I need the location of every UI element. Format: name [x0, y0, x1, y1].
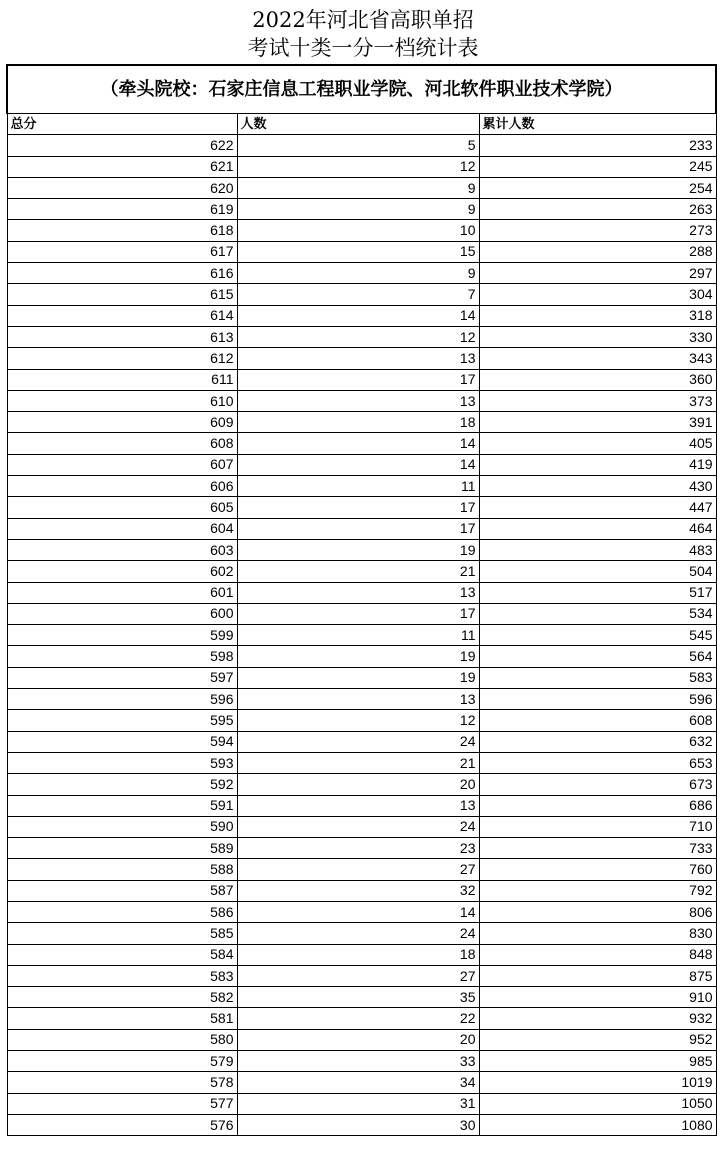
table-row — [7, 646, 716, 667]
lead-schools-subtitle: （牵头院校：石家庄信息工程职业学院、河北软件职业技术学院） — [7, 65, 716, 114]
cumulative-cell: 673 — [479, 774, 716, 795]
cumulative-cell: 985 — [479, 1051, 716, 1072]
score-cell: 598 — [7, 646, 237, 667]
table-row — [7, 625, 716, 646]
table-row — [7, 838, 716, 859]
score-cell: 615 — [7, 284, 237, 305]
score-cell: 578 — [7, 1072, 237, 1093]
score-cell: 618 — [7, 220, 237, 241]
table-row — [7, 518, 716, 539]
count-cell: 18 — [237, 412, 479, 433]
count-cell: 34 — [237, 1072, 479, 1093]
count-cell: 7 — [237, 284, 479, 305]
score-cell: 606 — [7, 476, 237, 497]
cumulative-cell: 464 — [479, 518, 716, 539]
score-table — [6, 64, 717, 1136]
header-total-score: 总分 — [7, 114, 237, 135]
table-row — [7, 1051, 716, 1072]
table-row — [7, 901, 716, 922]
table-row — [7, 263, 716, 284]
score-cell: 583 — [7, 965, 237, 986]
count-cell: 17 — [237, 518, 479, 539]
table-row — [7, 284, 716, 305]
cumulative-cell: 760 — [479, 859, 716, 880]
count-cell: 22 — [237, 1008, 479, 1029]
table-row — [7, 689, 716, 710]
table-row — [7, 454, 716, 475]
count-cell: 13 — [237, 689, 479, 710]
count-cell: 30 — [237, 1114, 479, 1135]
table-row — [7, 880, 716, 901]
table-row — [7, 965, 716, 986]
count-cell: 32 — [237, 880, 479, 901]
count-cell: 17 — [237, 497, 479, 518]
cumulative-cell: 792 — [479, 880, 716, 901]
table-row — [7, 412, 716, 433]
score-cell: 605 — [7, 497, 237, 518]
count-cell: 24 — [237, 731, 479, 752]
header-cumulative-count: 累计人数 — [479, 114, 716, 135]
score-cell: 607 — [7, 454, 237, 475]
cumulative-cell: 534 — [479, 603, 716, 624]
table-row — [7, 1008, 716, 1029]
score-cell: 586 — [7, 901, 237, 922]
score-cell: 619 — [7, 199, 237, 220]
score-cell: 597 — [7, 667, 237, 688]
score-cell: 576 — [7, 1114, 237, 1135]
count-cell: 9 — [237, 263, 479, 284]
score-cell: 596 — [7, 689, 237, 710]
count-cell: 21 — [237, 561, 479, 582]
table-row — [7, 987, 716, 1008]
score-cell: 608 — [7, 433, 237, 454]
count-cell: 12 — [237, 710, 479, 731]
score-cell: 594 — [7, 731, 237, 752]
score-cell: 593 — [7, 752, 237, 773]
count-cell: 9 — [237, 199, 479, 220]
score-cell: 610 — [7, 390, 237, 411]
cumulative-cell: 430 — [479, 476, 716, 497]
cumulative-cell: 608 — [479, 710, 716, 731]
score-cell: 580 — [7, 1029, 237, 1050]
score-cell: 582 — [7, 987, 237, 1008]
count-cell: 13 — [237, 582, 479, 603]
table-row — [7, 816, 716, 837]
header-row — [7, 114, 716, 135]
cumulative-cell: 360 — [479, 369, 716, 390]
cumulative-cell: 297 — [479, 263, 716, 284]
score-cell: 592 — [7, 774, 237, 795]
score-cell: 599 — [7, 625, 237, 646]
count-cell: 33 — [237, 1051, 479, 1072]
count-cell: 12 — [237, 326, 479, 347]
subtitle-row — [7, 65, 716, 114]
cumulative-cell: 419 — [479, 454, 716, 475]
cumulative-cell: 653 — [479, 752, 716, 773]
table-row — [7, 923, 716, 944]
count-cell: 27 — [237, 859, 479, 880]
title-line-2: 考试十类一分一档统计表 — [247, 36, 479, 60]
table-row — [7, 667, 716, 688]
cumulative-cell: 405 — [479, 433, 716, 454]
count-cell: 21 — [237, 752, 479, 773]
cumulative-cell: 288 — [479, 241, 716, 262]
score-cell: 591 — [7, 795, 237, 816]
table-row — [7, 177, 716, 198]
table-row — [7, 348, 716, 369]
table-row — [7, 433, 716, 454]
cumulative-cell: 848 — [479, 944, 716, 965]
table-row — [7, 731, 716, 752]
table-row — [7, 859, 716, 880]
count-cell: 14 — [237, 454, 479, 475]
cumulative-cell: 564 — [479, 646, 716, 667]
table-row — [7, 1072, 716, 1093]
score-cell: 585 — [7, 923, 237, 944]
score-cell: 614 — [7, 305, 237, 326]
table-row — [7, 220, 716, 241]
cumulative-cell: 1050 — [479, 1093, 716, 1114]
cumulative-cell: 952 — [479, 1029, 716, 1050]
table-row — [7, 241, 716, 262]
count-cell: 13 — [237, 348, 479, 369]
table-row — [7, 305, 716, 326]
count-cell: 11 — [237, 476, 479, 497]
cumulative-cell: 1080 — [479, 1114, 716, 1135]
count-cell: 11 — [237, 625, 479, 646]
score-cell: 617 — [7, 241, 237, 262]
score-cell: 616 — [7, 263, 237, 284]
cumulative-cell: 318 — [479, 305, 716, 326]
score-cell: 613 — [7, 326, 237, 347]
score-cell: 600 — [7, 603, 237, 624]
table-row — [7, 774, 716, 795]
count-cell: 24 — [237, 816, 479, 837]
score-cell: 611 — [7, 369, 237, 390]
cumulative-cell: 686 — [479, 795, 716, 816]
count-cell: 19 — [237, 539, 479, 560]
count-cell: 20 — [237, 774, 479, 795]
score-cell: 609 — [7, 412, 237, 433]
cumulative-cell: 710 — [479, 816, 716, 837]
score-cell: 589 — [7, 838, 237, 859]
table-row — [7, 603, 716, 624]
count-cell: 17 — [237, 369, 479, 390]
table-row — [7, 135, 716, 156]
cumulative-cell: 447 — [479, 497, 716, 518]
score-cell: 577 — [7, 1093, 237, 1114]
cumulative-cell: 245 — [479, 156, 716, 177]
score-cell: 588 — [7, 859, 237, 880]
table-row — [7, 369, 716, 390]
count-cell: 24 — [237, 923, 479, 944]
cumulative-cell: 875 — [479, 965, 716, 986]
table-row — [7, 795, 716, 816]
table-row — [7, 156, 716, 177]
score-cell: 595 — [7, 710, 237, 731]
header-count: 人数 — [237, 114, 479, 135]
table-row — [7, 1114, 716, 1135]
table-row — [7, 1093, 716, 1114]
count-cell: 31 — [237, 1093, 479, 1114]
cumulative-cell: 583 — [479, 667, 716, 688]
cumulative-cell: 373 — [479, 390, 716, 411]
count-cell: 9 — [237, 177, 479, 198]
count-cell: 23 — [237, 838, 479, 859]
cumulative-cell: 932 — [479, 1008, 716, 1029]
table-row — [7, 390, 716, 411]
score-cell: 601 — [7, 582, 237, 603]
cumulative-cell: 806 — [479, 901, 716, 922]
score-cell: 603 — [7, 539, 237, 560]
table-row — [7, 561, 716, 582]
table-row — [7, 944, 716, 965]
cumulative-cell: 596 — [479, 689, 716, 710]
table-row — [7, 497, 716, 518]
score-cell: 590 — [7, 816, 237, 837]
count-cell: 19 — [237, 646, 479, 667]
cumulative-cell: 483 — [479, 539, 716, 560]
title-line-1: 2022年河北省高职单招 — [252, 8, 474, 32]
table-row — [7, 326, 716, 347]
cumulative-cell: 517 — [479, 582, 716, 603]
count-cell: 18 — [237, 944, 479, 965]
table-row — [7, 1029, 716, 1050]
table-row — [7, 539, 716, 560]
cumulative-cell: 254 — [479, 177, 716, 198]
count-cell: 27 — [237, 965, 479, 986]
count-cell: 10 — [237, 220, 479, 241]
table-row — [7, 582, 716, 603]
cumulative-cell: 545 — [479, 625, 716, 646]
score-cell: 581 — [7, 1008, 237, 1029]
cumulative-cell: 263 — [479, 199, 716, 220]
cumulative-cell: 304 — [479, 284, 716, 305]
count-cell: 17 — [237, 603, 479, 624]
table-row — [7, 710, 716, 731]
count-cell: 19 — [237, 667, 479, 688]
count-cell: 20 — [237, 1029, 479, 1050]
count-cell: 13 — [237, 795, 479, 816]
cumulative-cell: 632 — [479, 731, 716, 752]
count-cell: 15 — [237, 241, 479, 262]
score-cell: 604 — [7, 518, 237, 539]
count-cell: 14 — [237, 433, 479, 454]
count-cell: 13 — [237, 390, 479, 411]
score-cell: 584 — [7, 944, 237, 965]
cumulative-cell: 391 — [479, 412, 716, 433]
table-row — [7, 752, 716, 773]
score-cell: 579 — [7, 1051, 237, 1072]
count-cell: 14 — [237, 305, 479, 326]
cumulative-cell: 910 — [479, 987, 716, 1008]
score-cell: 621 — [7, 156, 237, 177]
count-cell: 5 — [237, 135, 479, 156]
cumulative-cell: 233 — [479, 135, 716, 156]
score-cell: 602 — [7, 561, 237, 582]
cumulative-cell: 273 — [479, 220, 716, 241]
score-cell: 622 — [7, 135, 237, 156]
table-row — [7, 476, 716, 497]
score-cell: 620 — [7, 177, 237, 198]
score-cell: 612 — [7, 348, 237, 369]
count-cell: 14 — [237, 901, 479, 922]
count-cell: 35 — [237, 987, 479, 1008]
table-row — [7, 199, 716, 220]
cumulative-cell: 504 — [479, 561, 716, 582]
count-cell: 12 — [237, 156, 479, 177]
cumulative-cell: 733 — [479, 838, 716, 859]
score-cell: 587 — [7, 880, 237, 901]
cumulative-cell: 343 — [479, 348, 716, 369]
cumulative-cell: 330 — [479, 326, 716, 347]
cumulative-cell: 1019 — [479, 1072, 716, 1093]
cumulative-cell: 830 — [479, 923, 716, 944]
